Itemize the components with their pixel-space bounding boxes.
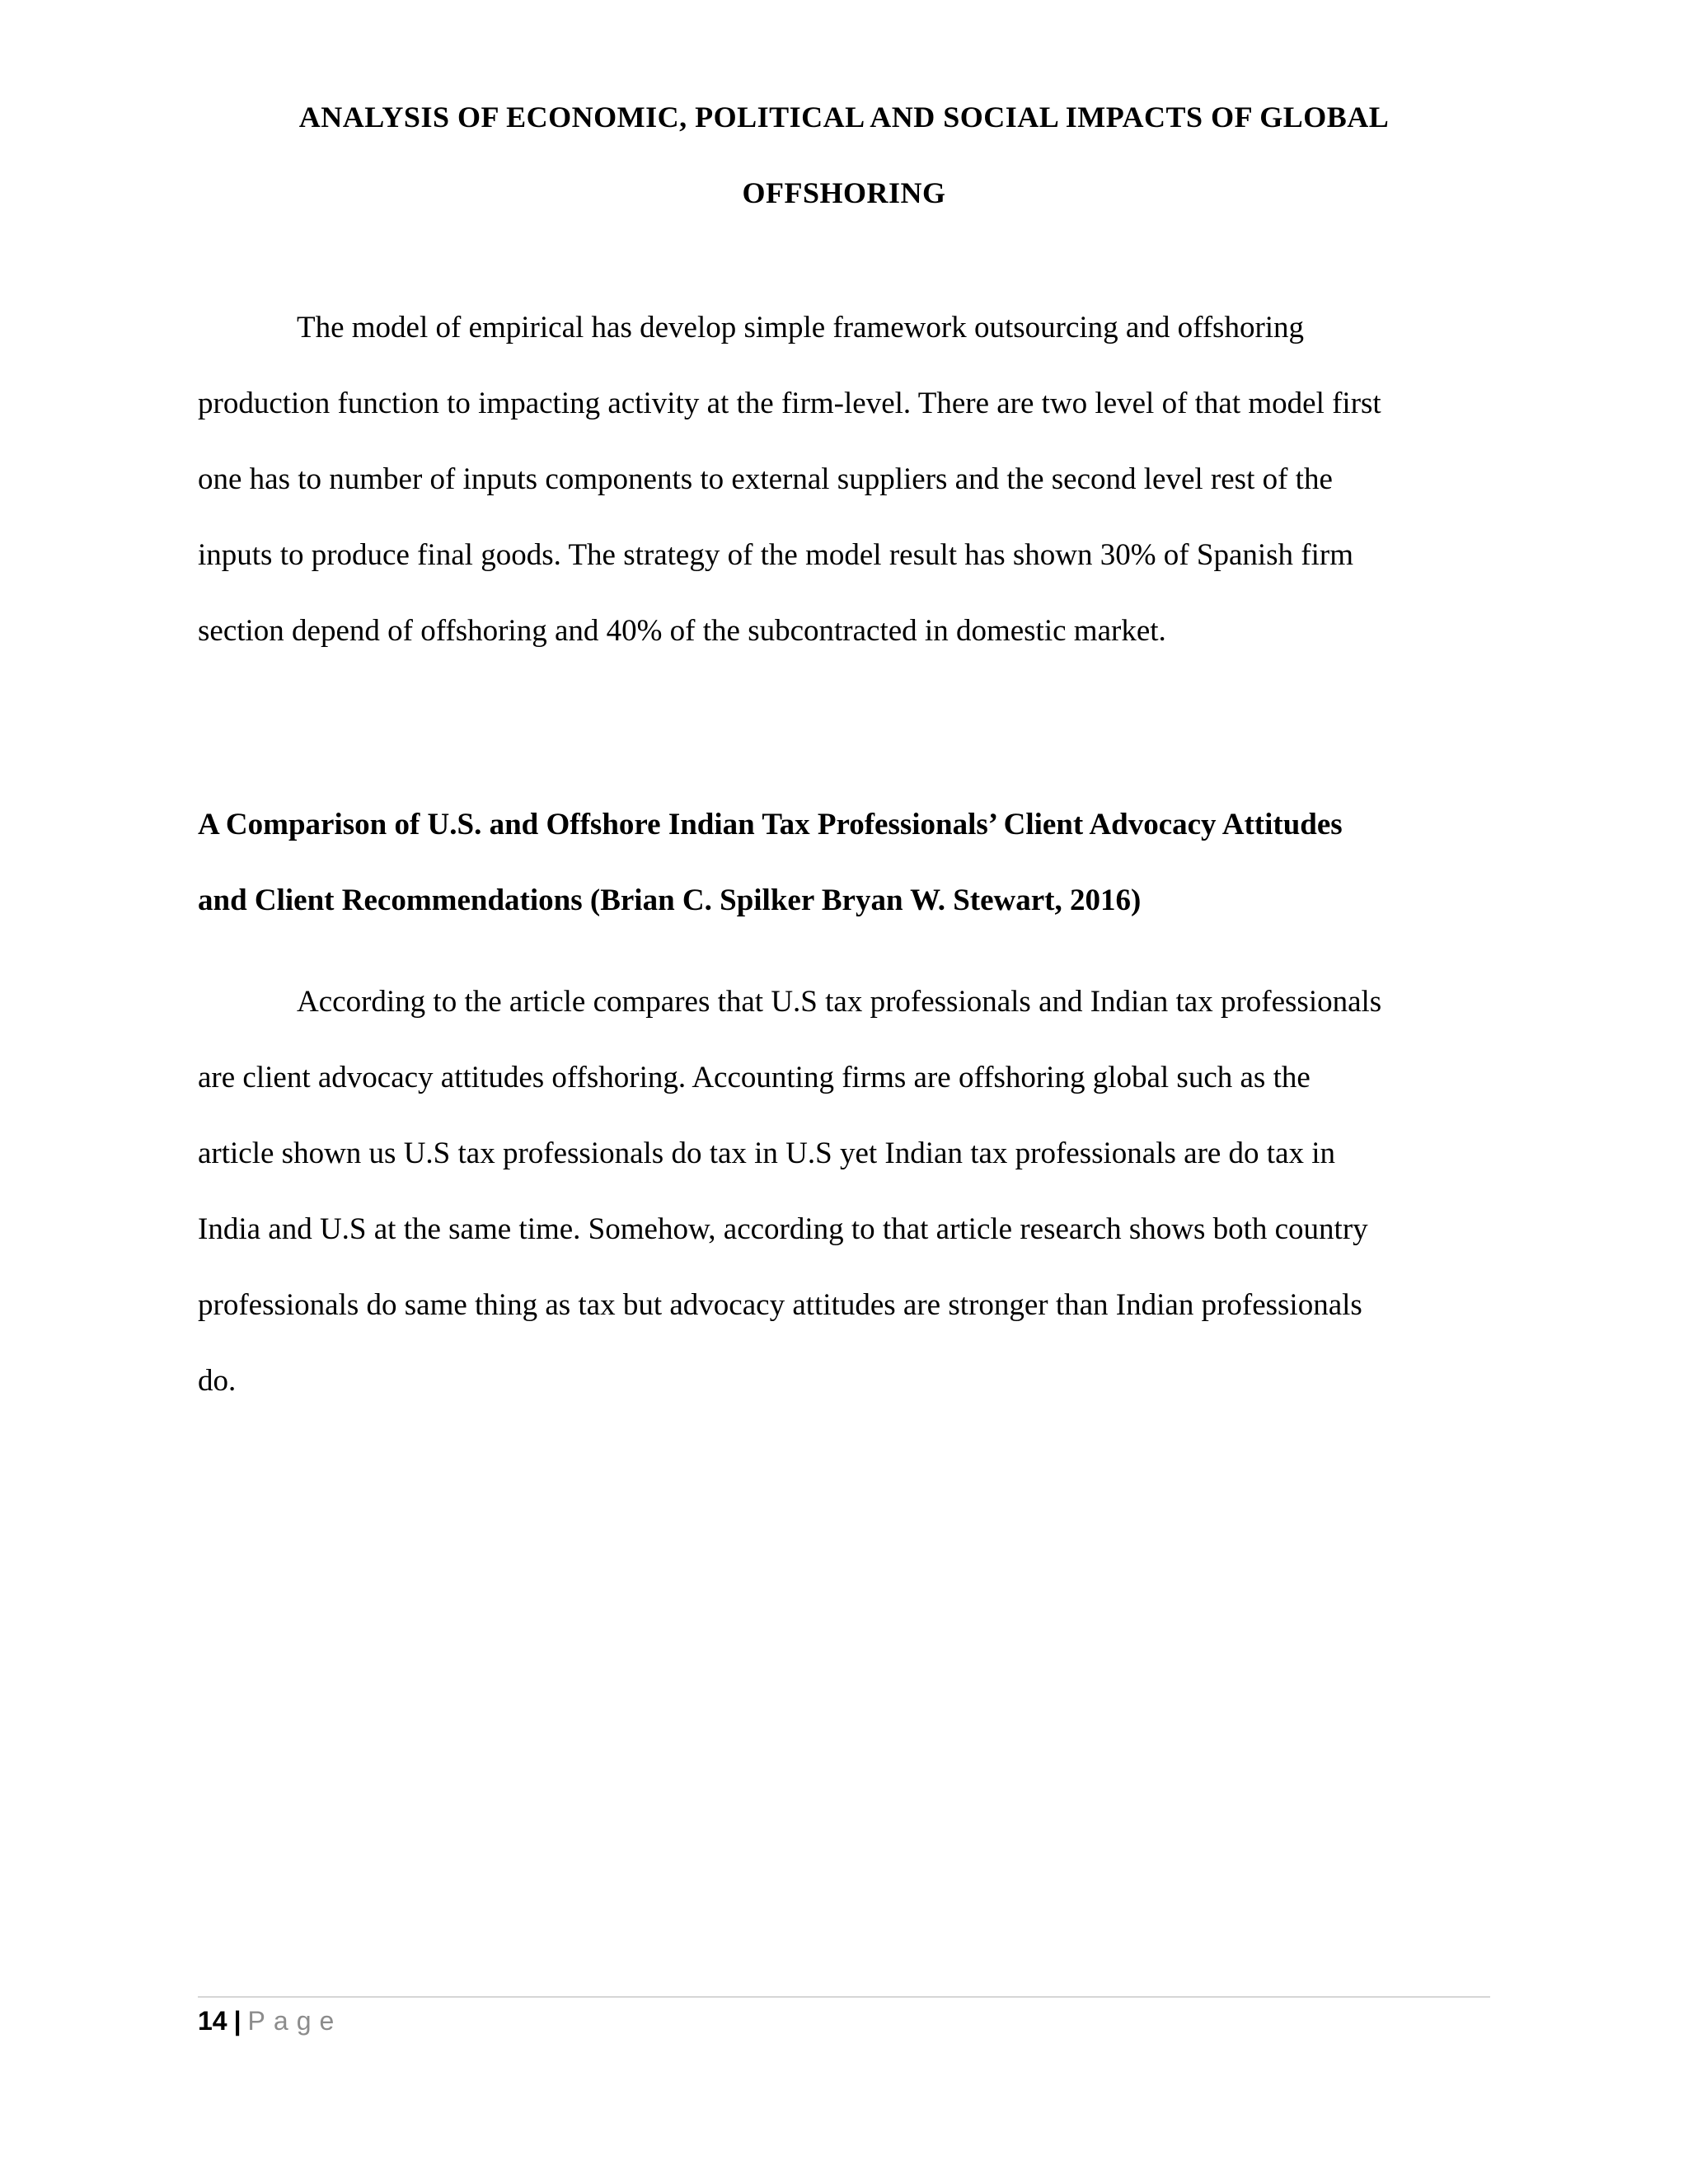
paragraph-line: professionals do same thing as tax but advocacy attitudes are stronger than Indian professionals	[198, 1288, 1362, 1322]
paragraph-line: section depend of offshoring and 40% of the subcontracted in domestic market.	[198, 614, 1166, 648]
heading-line: A Comparison of U.S. and Offshore Indian Tax Professionals’ Client Advocacy Attitudes	[198, 808, 1343, 841]
paragraph-line: The model of empirical has develop simple framework outsourcing and offshoring	[297, 311, 1305, 344]
document-title-line-1: ANALYSIS OF ECONOMIC, POLITICAL AND SOCIAL IMPACTS OF GLOBAL	[298, 101, 1390, 134]
paragraph-line: inputs to produce final goods. The strategy of the model result has shown 30% of Spanish firm	[198, 538, 1354, 572]
section-heading	[198, 787, 1490, 939]
heading-line: and Client Recommendations (Brian C. Spilker Bryan W. Stewart, 2016)	[198, 883, 1142, 917]
paragraph-line: article shown us U.S tax professionals do tax in U.S yet Indian tax professionals are do tax in	[198, 1137, 1336, 1170]
paragraph-line: do.	[198, 1364, 237, 1398]
body-paragraph-2	[198, 964, 1490, 1419]
document-title-line-2: OFFSHORING	[742, 176, 946, 209]
body-paragraph-1	[198, 290, 1490, 669]
paragraph-line: According to the article compares that U.S tax professionals and Indian tax professionals	[297, 985, 1382, 1019]
page-label: Page	[247, 2006, 343, 2036]
footer-separator: |	[233, 2006, 241, 2036]
paragraph-line: India and U.S at the same time. Somehow, according to that article research shows both country	[198, 1212, 1368, 1246]
footer-divider	[198, 1996, 1490, 1998]
page-number: 14	[198, 2006, 227, 2036]
paragraph-line: are client advocacy attitudes offshoring. Accounting firms are offshoring global such as the	[198, 1061, 1311, 1094]
page-footer	[198, 2004, 342, 2037]
paragraph-line: one has to number of inputs components to external suppliers and the second level rest of the	[198, 462, 1333, 496]
paragraph-line: production function to impacting activity at the firm-level. There are two level of that model first	[198, 387, 1381, 420]
